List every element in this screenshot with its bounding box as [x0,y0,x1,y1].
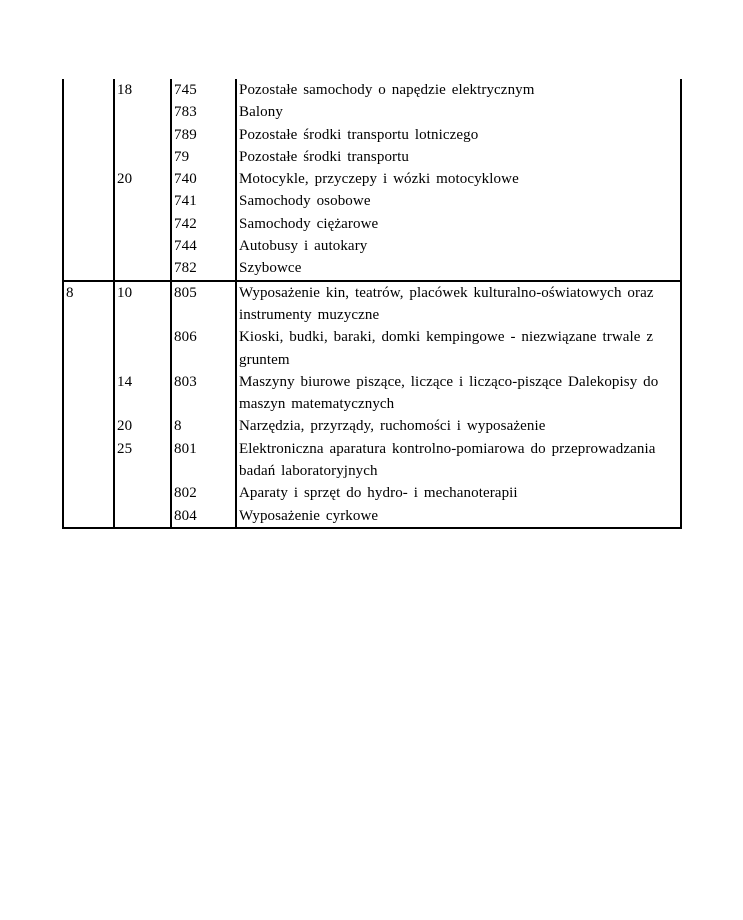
symbol-value: 806 [174,329,197,346]
group-cell [64,438,113,483]
description-cell [235,257,680,279]
description-value: Narzędzia, przyrządy, ruchomości i wyposażenie [239,418,546,435]
symbol-value: 801 [174,440,197,457]
description-cell [235,213,680,235]
symbol-value: 8 [174,418,182,435]
group-cell [64,415,113,437]
table-section-group-8 [64,280,680,527]
symbol-cell [170,146,235,168]
table-row [64,213,680,235]
classification-table [62,79,682,529]
group-cell [64,482,113,504]
group-value: 8 [66,284,74,301]
rate-cell [113,168,170,190]
description-value: Aparaty i sprzęt do hydro- i mechanoterapii [239,485,518,502]
symbol-value: 79 [174,148,190,165]
description-value: Samochody ciężarowe [239,215,379,232]
rate-cell [113,415,170,437]
description-value: Wyposażenie cyrkowe [239,507,379,524]
description-value: Wyposażenie kin, teatrów, placówek kulturalno-oświatowych oraz instrumenty muzyczne [239,284,654,323]
symbol-cell [170,371,235,416]
description-cell [235,482,680,504]
group-cell [64,190,113,212]
description-value: Autobusy i autokary [239,238,368,255]
rate-value: 20 [117,418,133,435]
table-row [64,235,680,257]
group-cell [64,371,113,416]
symbol-cell [170,101,235,123]
description-value: Pozostałe samochody o napędzie elektrycznym [239,82,535,98]
group-cell [64,124,113,146]
table-row [64,371,680,416]
description-cell [235,438,680,483]
rate-cell [113,505,170,527]
rate-cell [113,482,170,504]
description-cell [235,505,680,527]
description-value: Pozostałe środki transportu [239,148,410,165]
table-row [64,190,680,212]
group-cell [64,101,113,123]
description-cell [235,124,680,146]
rate-value: 18 [117,82,133,98]
symbol-cell [170,415,235,437]
table-row [64,326,680,371]
rate-cell [113,101,170,123]
description-value: Motocykle, przyczepy i wózki motocyklowe [239,171,519,188]
table-row [64,168,680,190]
description-value: Kioski, budki, baraki, domki kempingowe - niezwiązane trwale z gruntem [239,329,654,368]
group-cell [64,235,113,257]
description-value: Samochody osobowe [239,193,371,210]
symbol-cell [170,213,235,235]
rate-cell [113,282,170,327]
description-value: Maszyny biurowe piszące, liczące i licząco-piszące Dalekopisy do maszyn matematycznych [239,373,659,413]
symbol-value: 803 [174,373,197,390]
rate-value: 25 [117,440,133,457]
symbol-value: 740 [174,171,197,188]
rate-cell [113,371,170,416]
table-row [64,505,680,527]
rate-cell [113,438,170,483]
table-row [64,146,680,168]
rate-cell [113,79,170,101]
rate-cell [113,326,170,371]
rate-cell [113,146,170,168]
description-cell [235,101,680,123]
description-value: Balony [239,104,283,121]
rate-value: 14 [117,373,133,390]
rate-cell [113,124,170,146]
table-row [64,257,680,279]
group-cell [64,505,113,527]
rate-cell [113,235,170,257]
description-cell [235,79,680,101]
symbol-cell [170,257,235,279]
group-cell [64,146,113,168]
rate-cell [113,257,170,279]
rate-value: 20 [117,171,133,188]
description-cell [235,282,680,327]
symbol-value: 805 [174,284,197,301]
symbol-cell [170,438,235,483]
description-cell [235,146,680,168]
table-row [64,415,680,437]
description-cell [235,168,680,190]
symbol-cell [170,235,235,257]
symbol-cell [170,124,235,146]
description-value: Szybowce [239,260,302,277]
symbol-cell [170,282,235,327]
symbol-value: 741 [174,193,197,210]
symbol-cell [170,168,235,190]
table-row [64,124,680,146]
symbol-cell [170,482,235,504]
group-cell [64,168,113,190]
description-cell [235,326,680,371]
table-section-7-continued [64,79,680,280]
table-row [64,438,680,483]
rate-value: 10 [117,284,133,301]
table-row [64,482,680,504]
rate-cell [113,213,170,235]
symbol-cell [170,190,235,212]
group-cell [64,326,113,371]
symbol-cell [170,79,235,101]
symbol-value: 789 [174,126,197,143]
symbol-value: 783 [174,104,197,121]
group-cell [64,79,113,101]
description-cell [235,235,680,257]
symbol-cell [170,326,235,371]
group-cell [64,257,113,279]
symbol-value: 804 [174,507,197,524]
group-cell [64,282,113,327]
description-cell [235,415,680,437]
symbol-value: 802 [174,485,197,502]
group-cell [64,213,113,235]
description-value: Elektroniczna aparatura kontrolno-pomiarowa do przeprowadzania badań laboratoryjnych [239,440,656,480]
symbol-value: 782 [174,260,197,277]
description-value: Pozostałe środki transportu lotniczego [239,126,479,143]
description-cell [235,190,680,212]
description-cell [235,371,680,416]
symbol-value: 745 [174,82,197,98]
symbol-value: 744 [174,238,197,255]
table-row [64,79,680,101]
symbol-value: 742 [174,215,197,232]
rate-cell [113,190,170,212]
table-row [64,101,680,123]
symbol-cell [170,505,235,527]
table-row [64,282,680,327]
